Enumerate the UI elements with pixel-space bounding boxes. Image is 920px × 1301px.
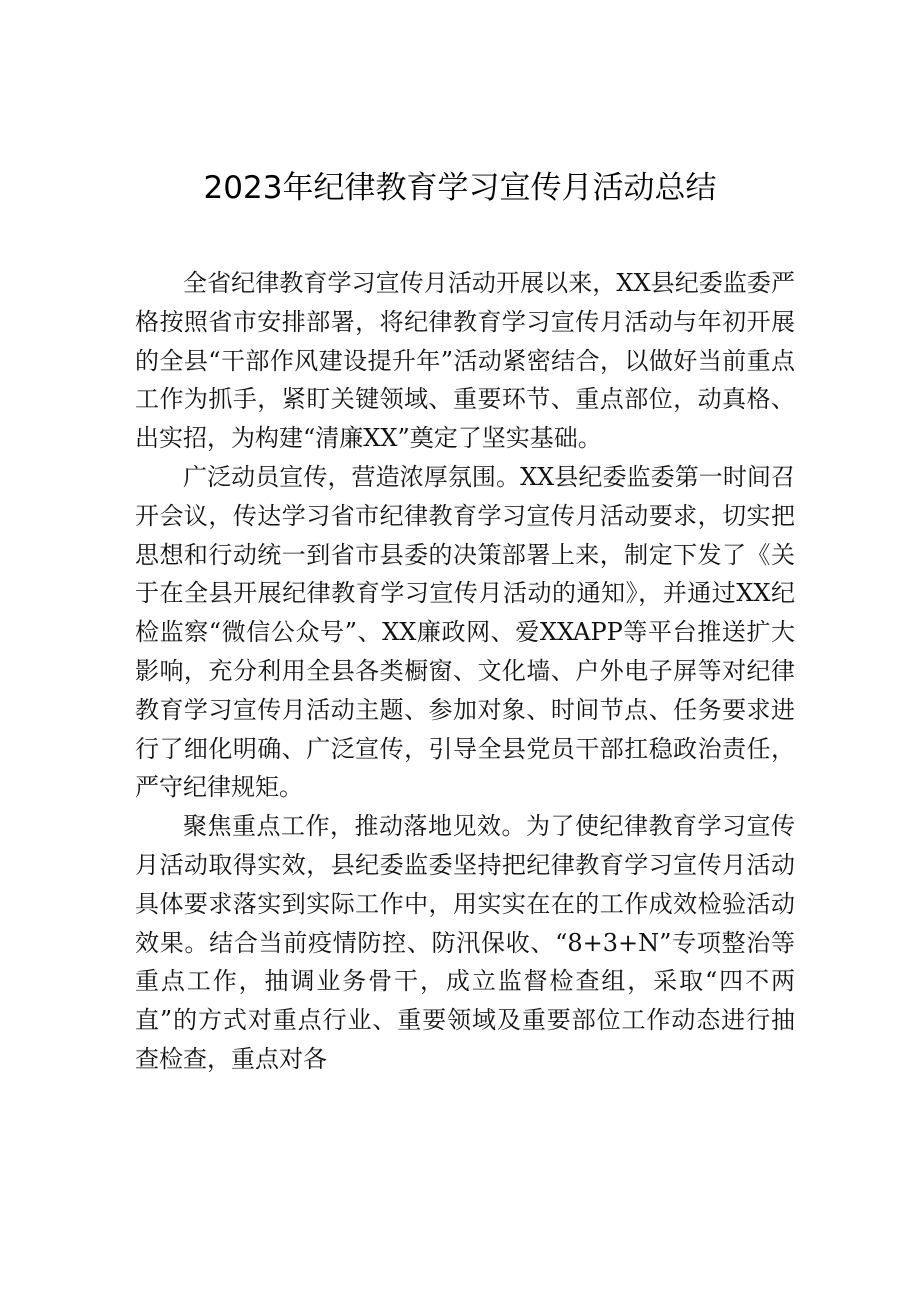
paragraph-intro: 全省纪律教育学习宣传月活动开展以来，XX县纪委监委严格按照省市安排部署，将纪律教育学习宣传月活动与年初开展的全县“干部作风建设提升年”活动紧密结合，以做好当前重点工作为抓手，紧盯关键领域、重要环节、重点部位，动真格、出实招，为构建“清廉XX”奠定了坚实基础。 [135, 269, 795, 453]
document-title: 2023年纪律教育学习宣传月活动总结 [203, 170, 717, 206]
paragraph-publicity: 广泛动员宣传，营造浓厚氛围。XX县纪委监委第一时间召开会议，传达学习省市纪律教育学习宣传月活动要求，切实把思想和行动统一到省市县委的决策部署上来，制定下发了《关于在全县开展纪律教育学习宣传月活动的通知》，并通过XX纪检监察“微信公众号”、XX廉政网、爱XXAPP等平台推送扩大影响，充分利用全县各类橱窗、文化墙、户外电子屏等对纪律教育学习宣传月活动主题、参加对象、时间节点、任务要求进行了细化明确、广泛宣传，引导全县党员干部扛稳政治责任，严守纪律规矩。 [135, 462, 795, 802]
paragraph-key-work: 聚焦重点工作，推动落地见效。为了使纪律教育学习宣传月活动取得实效，县纪委监委坚持把纪律教育学习宣传月活动具体要求落实到实际工作中，用实实在在的工作成效检验活动效果。结合当前疫情防控、防汛保收、“8+3+N”专项整治等重点工作，抽调业务骨干，成立监督检查组，采取“四不两直”的方式对重点行业、重要领域及重要部位工作动态进行抽查检查，重点对各 [135, 812, 795, 1073]
document-body [135, 264, 795, 1079]
